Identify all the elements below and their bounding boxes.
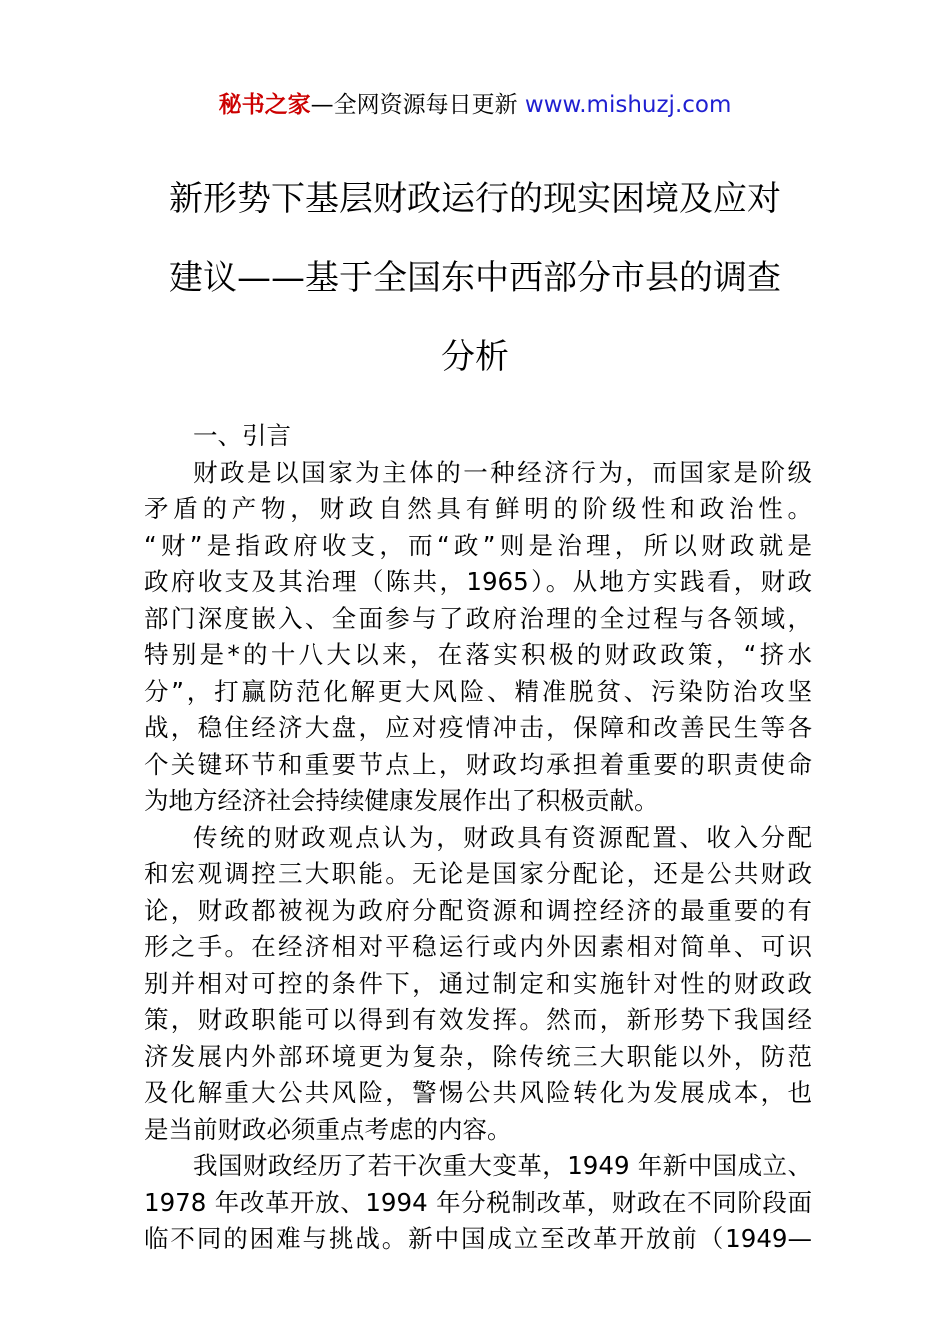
site-brand: 秘书之家	[218, 92, 311, 118]
text-line: 济发展内外部环境更为复杂，除传统三大职能以外，防范	[144, 1041, 812, 1071]
text-line: 及化解重大公共风险，警惕公共风险转化为发展成本，也	[144, 1078, 812, 1107]
text-line: 战，稳住经济大盘，应对疫情冲击，保障和改善民生等各	[144, 713, 812, 742]
title-line: 分析	[441, 337, 509, 377]
text-line: “财”是指政府收支，而“政”则是治理，所以财政就是	[144, 530, 812, 560]
title-line: 建议——基于全国东中西部分市县的调查	[169, 258, 781, 298]
text-line: 和宏观调控三大职能。无论是国家分配论，还是公共财政	[144, 859, 812, 888]
site-url-link[interactable]: www.mishuzj.com	[524, 92, 732, 118]
text-line: 财政是以国家为主体的一种经济行为，而国家是阶级	[193, 457, 812, 487]
text-line: 临不同的困难与挑战。新中国成立至改革开放前（1949—	[144, 1224, 812, 1253]
text-line: 特别是*的十八大以来，在落实积极的财政政策，“挤水	[144, 640, 812, 669]
text-line: 是当前财政必须重点考虑的内容。	[144, 1114, 512, 1144]
document-title	[140, 160, 810, 397]
site-tagline: —全网资源每日更新	[310, 92, 525, 118]
text-line: 1978 年改革开放、1994 年分税制改革，财政在不同阶段面	[144, 1187, 812, 1217]
paragraph-2	[144, 820, 812, 1149]
site-header	[0, 88, 950, 122]
text-line: 为地方经济社会持续健康发展作出了积极贡献。	[144, 786, 659, 815]
text-line: 策，财政职能可以得到有效发挥。然而，新形势下我国经	[144, 1005, 812, 1034]
text-line: 矛盾的产物，财政自然具有鲜明的阶级性和政治性。	[144, 494, 812, 523]
paragraph-3	[144, 1148, 812, 1258]
text-line: 我国财政经历了若干次重大变革，1949 年新中国成立、	[193, 1151, 812, 1180]
text-line: 别并相对可控的条件下，通过制定和实施针对性的财政政	[144, 968, 812, 998]
section-heading	[144, 418, 812, 455]
text-line: 分”，打赢防范化解更大风险、精准脱贫、污染防治攻坚	[144, 676, 812, 706]
section-heading-text: 一、引言	[193, 421, 291, 450]
text-line: 个关键环节和重要节点上，财政均承担着重要的职责使命	[144, 749, 812, 779]
text-line: 政府收支及其治理（陈共，1965）。从地方实践看，财政	[144, 567, 812, 596]
text-line: 形之手。在经济相对平稳运行或内外因素相对简单、可识	[144, 932, 812, 961]
text-line: 传统的财政观点认为，财政具有资源配置、收入分配	[193, 822, 812, 852]
text-line: 论，财政都被视为政府分配资源和调控经济的最重要的有	[144, 895, 812, 925]
paragraph-1	[144, 455, 812, 820]
text-line: 部门深度嵌入、全面参与了政府治理的全过程与各领域，	[144, 603, 812, 633]
document-body	[144, 418, 812, 1258]
title-line: 新形势下基层财政运行的现实困境及应对	[169, 179, 781, 219]
